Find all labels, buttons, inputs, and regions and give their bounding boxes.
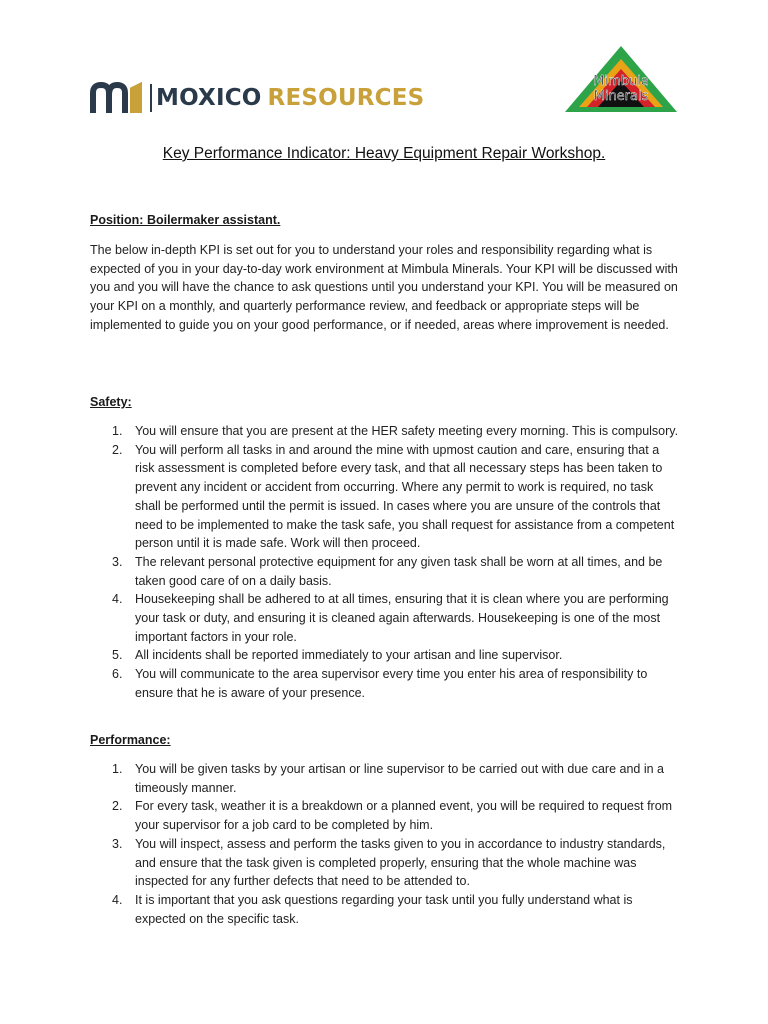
list-item [90,760,680,797]
list-text: Housekeeping shall be adhered to at all times, ensuring that it is clean where you are performing your task or duty, and ensuring it is cleaned again afterwards. Housekeeping is one of the most important factors in your role. [135,592,669,644]
mimbula-minerals-logo [564,45,678,113]
list-number: 5. [112,648,123,663]
safety-heading: Safety: [90,395,132,409]
list-item [90,797,680,834]
list-number: 2. [112,799,123,814]
list-text: You will be given tasks by your artisan or line supervisor to be carried out with due care and in a timeously manner. [135,762,664,795]
list-number: 3. [112,554,123,569]
moxico-mark-icon [90,81,148,115]
list-number: 3. [112,836,123,851]
list-text: For every task, weather it is a breakdown or a planned event, you will be required to request from your supervisor for a job card to be completed by him. [135,799,673,833]
performance-heading: Performance: [90,733,171,747]
list-text: You will inspect, assess and perform the tasks given to you in accordance to industry standards, and ensure that the task given is completed properly, ensuring that the whole machine was inspected for any further defects that need to be attended to. [135,836,666,889]
mimbula-text: Mimbula [593,74,649,89]
document-title: Key Performance Indicator: Heavy Equipment Repair Workshop. [162,145,606,162]
brand-divider [150,84,152,112]
minerals-text: Minerals [593,89,649,104]
list-text: All incidents shall be reported immediately to your artisan and line supervisor. [135,648,563,663]
list-number: 2. [112,442,123,457]
list-number: 4. [112,892,123,907]
brand-name-moxico: MOXICO [156,85,262,111]
list-number: 1. [112,424,123,438]
list-number: 1. [112,762,123,776]
list-item [90,590,680,646]
list-item [90,441,680,553]
list-item [90,835,680,891]
list-item [90,553,680,590]
list-item [90,646,680,665]
list-text: It is important that you ask questions regarding your task until you fully understand what is expected on the specific task. [135,892,633,926]
intro-paragraph: The below in-depth KPI is set out for you to understand your roles and responsibility regarding what is expected of you in your day-to-day work environment at Mimbula Minerals. Your KPI will be discussed with you and you will have the chance to ask questions until you understand your KPI. You will be measured on your KPI on a monthly, and quarterly performance review, and feedback or appropriate steps will be implemented to guide you on your good performance, or if needed, areas where improvement is needed. [90,243,678,332]
list-number: 6. [112,667,123,682]
safety-list [90,422,680,703]
position-label: Position: Boilermaker assistant. [90,213,281,227]
list-text: The relevant personal protective equipment for any given task shall be worn at all times, and be taken good care of on a daily basis. [135,554,663,588]
list-number: 4. [112,592,123,607]
list-item [90,665,680,702]
list-text: You will perform all tasks in and around the mine with upmost caution and care, ensuring that a risk assessment is completed before every task, and that all necessary steps has been taken to prevent any incident or accident from occurring. Where any permit to work is required, no task shall be performed until the permit is issued. In cases where you are unsure of the controls that need to be implemented to make the task safe, you shall request for assistance from a competent person until it is made safe. Work will then proceed. [135,442,675,551]
list-item [90,422,680,441]
list-text: You will communicate to the area supervisor every time you enter his area of responsibility to ensure that he is aware of your presence. [135,667,648,700]
performance-list [90,760,680,928]
brand-name-resources: RESOURCES [267,85,425,111]
list-text: You will ensure that you are present at the HER safety meeting every morning. This is compulsory. [135,424,679,438]
list-item [90,891,680,928]
moxico-resources-logo [90,80,424,116]
